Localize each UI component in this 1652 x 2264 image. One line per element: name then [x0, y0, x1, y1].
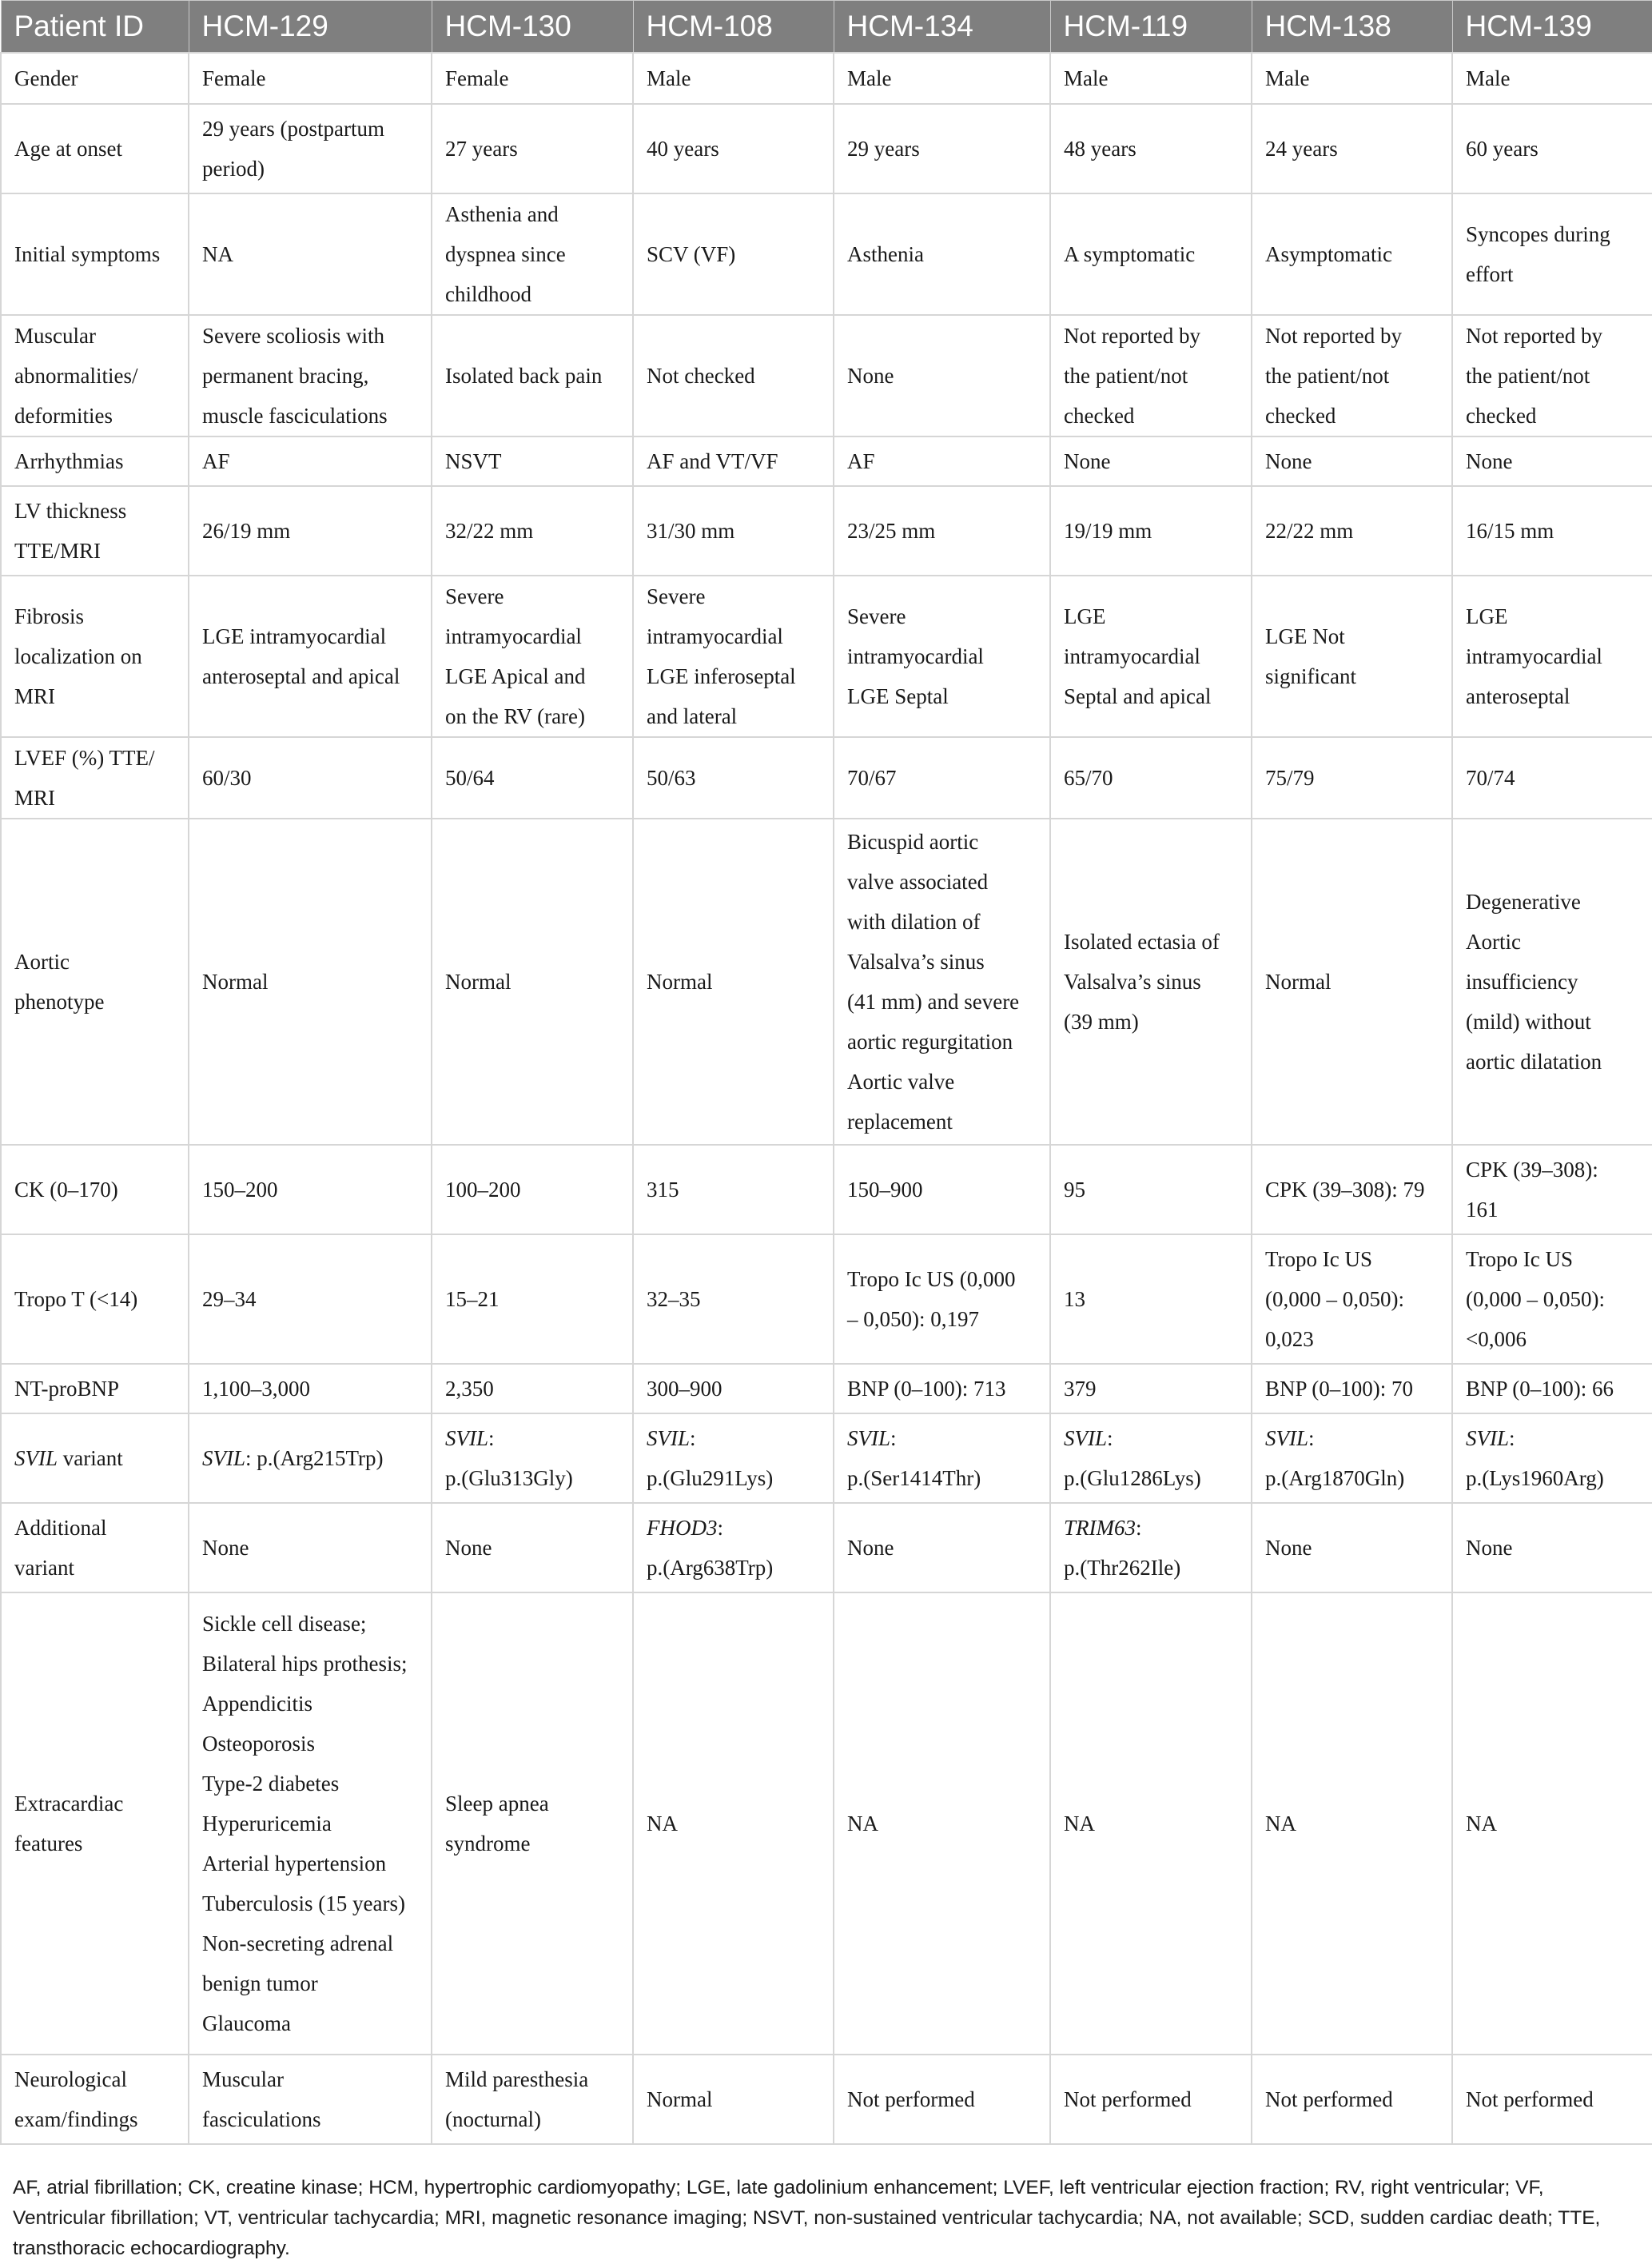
table-cell: Not performed: [1452, 2055, 1652, 2144]
table-cell: None: [834, 315, 1050, 436]
cell-text: None: [445, 1536, 492, 1560]
table-row: [1, 1592, 1652, 2055]
table-row: [1, 1234, 1652, 1364]
table-cell: Not reported by the patient/not checked: [1452, 315, 1652, 436]
table-cell: SCV (VF): [633, 193, 834, 315]
table-cell: 60/30: [189, 737, 432, 819]
table-cell: LGE intramyocardial anteroseptal and apical: [189, 576, 432, 737]
table-cell: 22/22 mm: [1252, 486, 1452, 576]
table-cell: AF: [834, 436, 1050, 486]
table-cell: 379: [1050, 1364, 1252, 1413]
header-patient-4: HCM-134: [834, 1, 1050, 54]
gene-name: SVIL: [202, 1446, 245, 1470]
table-cell: Isolated ectasia of Valsalva’s sinus (39 mm): [1050, 819, 1252, 1145]
table-cell: LGE intramyocardial Septal and apical: [1050, 576, 1252, 737]
gene-name: SVIL: [847, 1426, 890, 1450]
table-cell: A symptomatic: [1050, 193, 1252, 315]
table-cell: Tropo Ic US (0,000 – 0,050): 0,197: [834, 1234, 1050, 1364]
cell-text: : p.(Ser1414Thr): [847, 1426, 981, 1490]
table-cell: BNP (0–100): 66: [1452, 1364, 1652, 1413]
table-row: [1, 1364, 1652, 1413]
table-cell: Tropo Ic US (0,000 – 0,050): 0,023: [1252, 1234, 1452, 1364]
row-label: [1, 1413, 189, 1503]
table-cell: [1252, 1413, 1452, 1503]
table-cell: Severe intramyocardial LGE Apical and on the RV (rare): [432, 576, 633, 737]
table-cell: 315: [633, 1145, 834, 1234]
row-label-text: variant: [58, 1446, 123, 1470]
table-cell: [633, 1503, 834, 1592]
table-cell: [1050, 1413, 1252, 1503]
cell-text: : p.(Glu313Gly): [445, 1426, 573, 1490]
table-cell: 1,100–3,000: [189, 1364, 432, 1413]
table-cell: Isolated back pain: [432, 315, 633, 436]
table-body: [1, 53, 1652, 2144]
header-patient-3: HCM-108: [633, 1, 834, 54]
table-row: [1, 104, 1652, 193]
table-cell: NA: [1050, 1592, 1252, 2055]
table-cell: CPK (39–308): 161: [1452, 1145, 1652, 1234]
table-cell: 2,350: [432, 1364, 633, 1413]
cell-text: : p.(Glu291Lys): [647, 1426, 774, 1490]
table-cell: 24 years: [1252, 104, 1452, 193]
table-cell: None: [1050, 436, 1252, 486]
table-cell: Asymptomatic: [1252, 193, 1452, 315]
table-cell: BNP (0–100): 70: [1252, 1364, 1452, 1413]
table-cell: Sickle cell disease; Bilateral hips prothesis; Appendicitis Osteoporosis Type-2 diabetes Hyperuricemia Arterial hypertension Tuberculosis (15 years) Non-secreting adrenal benign tumor Glaucoma: [189, 1592, 432, 2055]
gene-name: SVIL: [1466, 1426, 1509, 1450]
cell-text: : p.(Arg1870Gln): [1265, 1426, 1405, 1490]
table-cell: Asthenia: [834, 193, 1050, 315]
table-cell: Degenerative Aortic insufficiency (mild) without aortic dilatation: [1452, 819, 1652, 1145]
table-footnote: AF, atrial fibrillation; CK, creatine kinase; HCM, hypertrophic cardiomyopathy; LGE, late gadolinium enhancement; LVEF, left ventricular ejection fraction; RV, right ventricular; VF, Ventricular fibrillation; VT, ventricular tachycardia; MRI, magnetic resonance imaging; NSVT, non-sustained ventricular tachycardia; NA, not available; SCD, sudden cardiac death; TTE, transthoracic echocardiography.: [13, 2177, 1601, 2259]
table-row: [1, 193, 1652, 315]
table-cell: 32/22 mm: [432, 486, 633, 576]
cell-text: : p.(Arg215Trp): [245, 1446, 384, 1470]
table-cell: 29 years: [834, 104, 1050, 193]
table-cell: 300–900: [633, 1364, 834, 1413]
table-cell: Male: [1050, 53, 1252, 104]
table-row: [1, 576, 1652, 737]
table-cell: Not performed: [834, 2055, 1050, 2144]
row-label: LVEF (%) TTE/ MRI: [1, 737, 189, 819]
header-patient-1: HCM-129: [189, 1, 432, 54]
gene-name: SVIL: [445, 1426, 488, 1450]
table-cell: 48 years: [1050, 104, 1252, 193]
table-cell: [1452, 1413, 1652, 1503]
table-row: [1, 1413, 1652, 1503]
table-cell: Normal: [633, 819, 834, 1145]
cell-text: : p.(Arg638Trp): [647, 1516, 774, 1580]
table-cell: Asthenia and dyspnea since childhood: [432, 193, 633, 315]
cell-text: : p.(Lys1960Arg): [1466, 1426, 1604, 1490]
gene-name: SVIL: [1265, 1426, 1308, 1450]
table-cell: NA: [1452, 1592, 1652, 2055]
table-cell: 70/74: [1452, 737, 1652, 819]
table-cell: 75/79: [1252, 737, 1452, 819]
table-cell: 19/19 mm: [1050, 486, 1252, 576]
header-patient-7: HCM-139: [1452, 1, 1652, 54]
table-cell: Not performed: [1252, 2055, 1452, 2144]
table-cell: LGE intramyocardial anteroseptal: [1452, 576, 1652, 737]
table-cell: Sleep apnea syndrome: [432, 1592, 633, 2055]
table-cell: [834, 1503, 1050, 1592]
table-row: [1, 436, 1652, 486]
row-label: Tropo T (<14): [1, 1234, 189, 1364]
table-cell: Not performed: [1050, 2055, 1252, 2144]
table-cell: Not checked: [633, 315, 834, 436]
table-cell: Normal: [633, 2055, 834, 2144]
table-cell: [189, 1503, 432, 1592]
table-cell: [633, 1413, 834, 1503]
cell-text: None: [202, 1536, 249, 1560]
table-cell: 27 years: [432, 104, 633, 193]
row-label: Extracardiac features: [1, 1592, 189, 2055]
table-row: [1, 2055, 1652, 2144]
row-label: NT-proBNP: [1, 1364, 189, 1413]
table-cell: NA: [189, 193, 432, 315]
table-cell: Normal: [1252, 819, 1452, 1145]
table-cell: CPK (39–308): 79: [1252, 1145, 1452, 1234]
table-cell: Male: [834, 53, 1050, 104]
table-cell: 29 years (postpartum period): [189, 104, 432, 193]
table-cell: NA: [834, 1592, 1050, 2055]
table-cell: [189, 1413, 432, 1503]
table-cell: Muscular fasciculations: [189, 2055, 432, 2144]
table-cell: 70/67: [834, 737, 1050, 819]
row-label: Muscular abnormalities/ deformities: [1, 315, 189, 436]
table-cell: Normal: [432, 819, 633, 1145]
table-cell: [432, 1413, 633, 1503]
table-cell: 100–200: [432, 1145, 633, 1234]
cell-text: None: [1466, 1536, 1513, 1560]
table-cell: Male: [633, 53, 834, 104]
header-row: [1, 1, 1652, 54]
table-cell: 31/30 mm: [633, 486, 834, 576]
row-label-gene: SVIL: [14, 1446, 58, 1470]
table-cell: NSVT: [432, 436, 633, 486]
table-cell: [1452, 1503, 1652, 1592]
table-row: [1, 1503, 1652, 1592]
table-row: [1, 486, 1652, 576]
row-label: Arrhythmias: [1, 436, 189, 486]
table-cell: 150–900: [834, 1145, 1050, 1234]
table-cell: 95: [1050, 1145, 1252, 1234]
row-label: Gender: [1, 53, 189, 104]
table-cell: Bicuspid aortic valve associated with dilation of Valsalva’s sinus (41 mm) and severe aortic regurgitation Aortic valve replacement: [834, 819, 1050, 1145]
cell-text: : p.(Thr262Ile): [1064, 1516, 1181, 1580]
table-cell: Not reported by the patient/not checked: [1050, 315, 1252, 436]
table-cell: BNP (0–100): 713: [834, 1364, 1050, 1413]
table-row: [1, 737, 1652, 819]
table-row: [1, 53, 1652, 104]
header-patient-6: HCM-138: [1252, 1, 1452, 54]
table-cell: Normal: [189, 819, 432, 1145]
table-cell: 50/63: [633, 737, 834, 819]
table-cell: 29–34: [189, 1234, 432, 1364]
table-cell: Not reported by the patient/not checked: [1252, 315, 1452, 436]
table-cell: 15–21: [432, 1234, 633, 1364]
table-cell: Tropo Ic US (0,000 – 0,050): <0,006: [1452, 1234, 1652, 1364]
row-label: Fibrosis localization on MRI: [1, 576, 189, 737]
table-cell: None: [1252, 436, 1452, 486]
header-patient-id: Patient ID: [1, 1, 189, 54]
table-cell: Female: [432, 53, 633, 104]
row-label: Initial symptoms: [1, 193, 189, 315]
table-cell: [1252, 1503, 1452, 1592]
row-label: Aortic phenotype: [1, 819, 189, 1145]
cell-text: None: [1265, 1536, 1312, 1560]
table-cell: [1050, 1503, 1252, 1592]
gene-name: SVIL: [647, 1426, 690, 1450]
gene-name: TRIM63: [1064, 1516, 1136, 1540]
table-cell: LGE Not significant: [1252, 576, 1452, 737]
header-patient-2: HCM-130: [432, 1, 633, 54]
table-cell: None: [1452, 436, 1652, 486]
cell-text: None: [847, 1536, 894, 1560]
table-cell: NA: [633, 1592, 834, 2055]
gene-name: FHOD3: [647, 1516, 718, 1540]
table-cell: 26/19 mm: [189, 486, 432, 576]
table-cell: [834, 1413, 1050, 1503]
table-cell: 60 years: [1452, 104, 1652, 193]
row-label: Age at onset: [1, 104, 189, 193]
cell-text: : p.(Glu1286Lys): [1064, 1426, 1201, 1490]
row-label: Neurological exam/findings: [1, 2055, 189, 2144]
table-cell: AF: [189, 436, 432, 486]
row-label: LV thickness TTE/MRI: [1, 486, 189, 576]
row-label: CK (0–170): [1, 1145, 189, 1234]
table-cell: NA: [1252, 1592, 1452, 2055]
table-cell: Syncopes during effort: [1452, 193, 1652, 315]
table-cell: Severe intramyocardial LGE Septal: [834, 576, 1050, 737]
table-cell: Mild paresthesia (nocturnal): [432, 2055, 633, 2144]
table-row: [1, 1145, 1652, 1234]
table-cell: [432, 1503, 633, 1592]
table-cell: AF and VT/VF: [633, 436, 834, 486]
table-cell: 32–35: [633, 1234, 834, 1364]
table-row: [1, 819, 1652, 1145]
table-cell: 40 years: [633, 104, 834, 193]
table-cell: Severe intramyocardial LGE inferoseptal and lateral: [633, 576, 834, 737]
header-patient-5: HCM-119: [1050, 1, 1252, 54]
row-label: Additional variant: [1, 1503, 189, 1592]
table-cell: Male: [1452, 53, 1652, 104]
table-cell: 150–200: [189, 1145, 432, 1234]
table-cell: Severe scoliosis with permanent bracing, muscle fasciculations: [189, 315, 432, 436]
table-cell: 23/25 mm: [834, 486, 1050, 576]
table-cell: 13: [1050, 1234, 1252, 1364]
table-cell: 50/64: [432, 737, 633, 819]
table-cell: 65/70: [1050, 737, 1252, 819]
gene-name: SVIL: [1064, 1426, 1107, 1450]
table-row: [1, 315, 1652, 436]
table-cell: Female: [189, 53, 432, 104]
table-cell: 16/15 mm: [1452, 486, 1652, 576]
table-cell: Male: [1252, 53, 1452, 104]
